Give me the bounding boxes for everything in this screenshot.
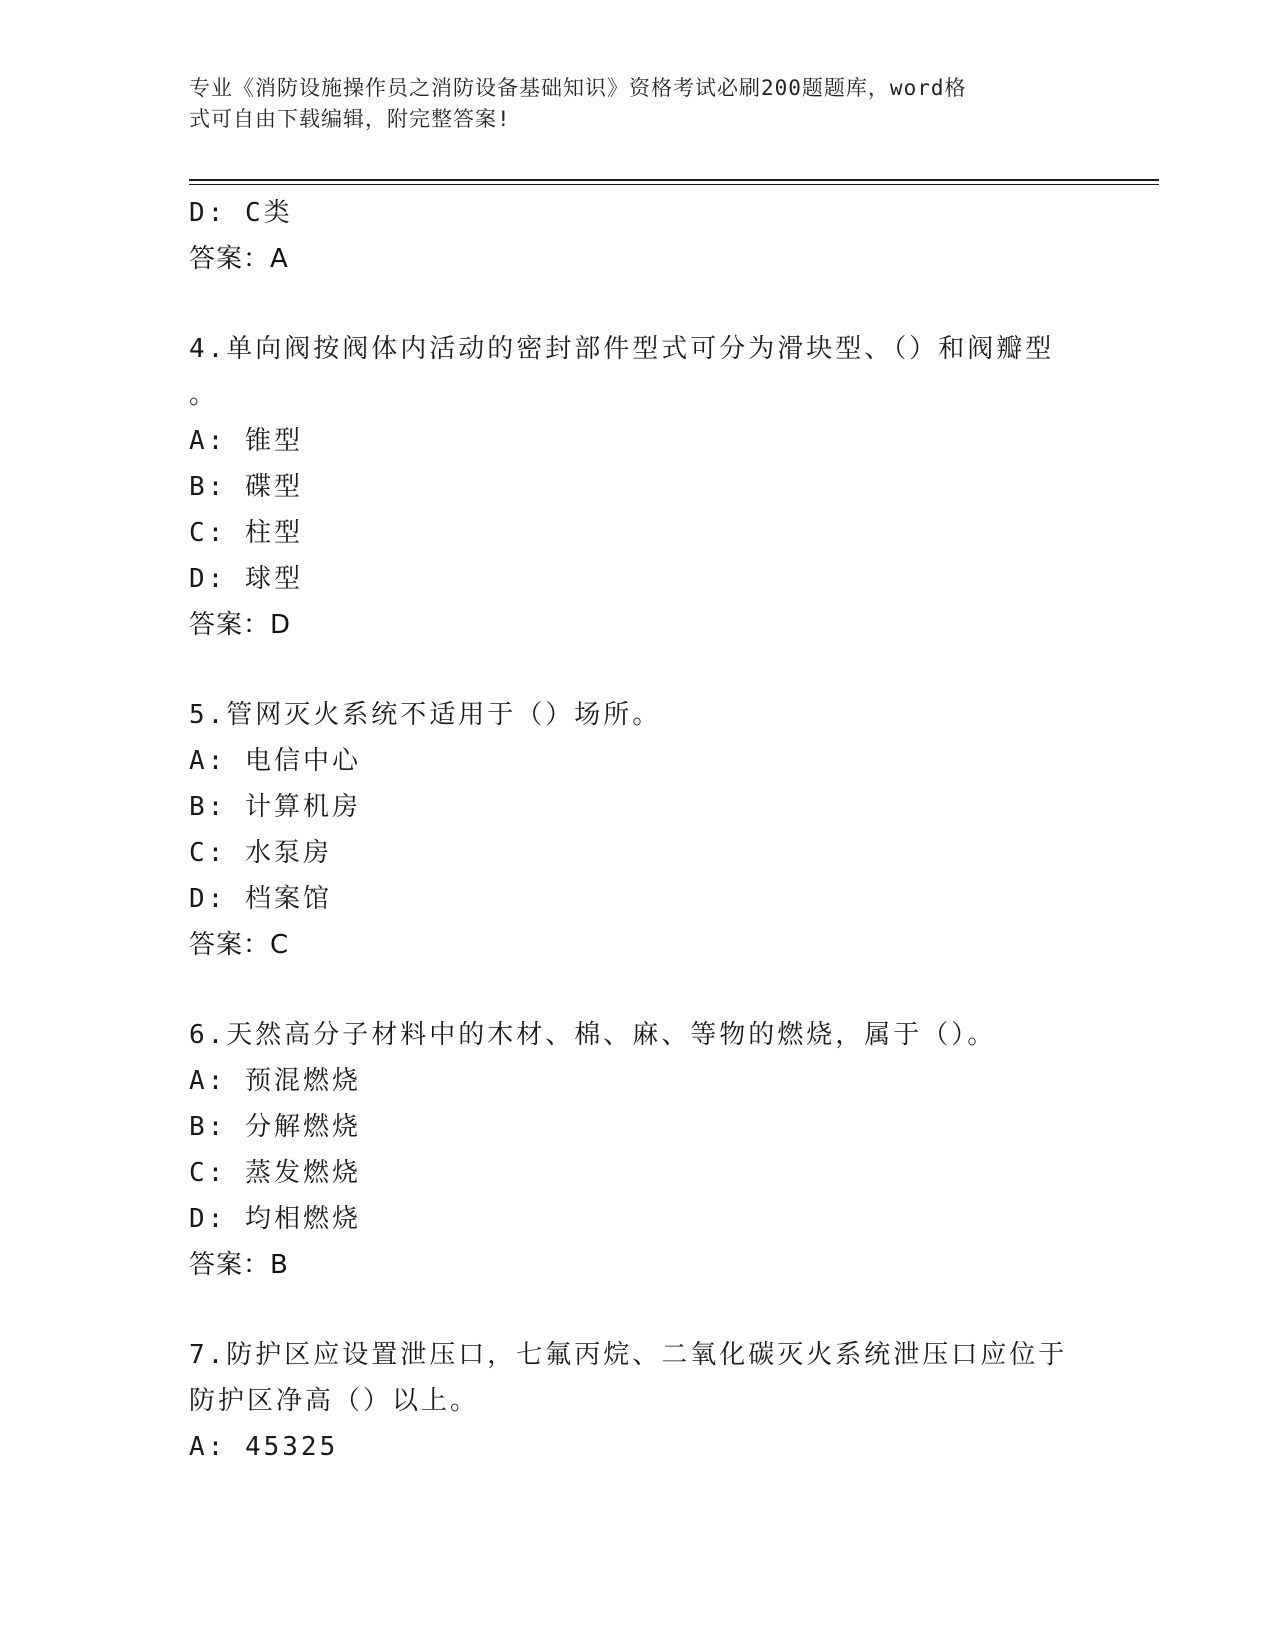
option-d: D: 档案馆 xyxy=(189,884,332,914)
answer-line: 答案：C xyxy=(189,930,290,960)
spacer xyxy=(189,1288,1089,1332)
header-line-2: 式可自由下载编辑，附完整答案! xyxy=(189,107,511,131)
option-c: C: 蒸发燃烧 xyxy=(189,1158,361,1188)
question-stem: 5.管网灭火系统不适用于（）场所。 xyxy=(189,700,662,730)
option-b: B: 分解燃烧 xyxy=(189,1112,361,1142)
spacer xyxy=(189,282,1089,326)
question-4 xyxy=(189,326,1089,648)
question-stem: 4.单向阀按阀体内活动的密封部件型式可分为滑块型、（）和阀瓣型 xyxy=(189,334,1055,364)
answer-line: 答案：D xyxy=(189,610,292,640)
header-line-1: 专业《消防设施操作员之消防设备基础知识》资格考试必刷200题题库，word格 xyxy=(189,76,967,100)
question-5 xyxy=(189,692,1089,968)
option-d: D: 球型 xyxy=(189,564,303,594)
spacer xyxy=(189,968,1089,1012)
option-a: A: 预混燃烧 xyxy=(189,1066,361,1096)
question-stem-continued: 防护区净高（）以上。 xyxy=(189,1386,480,1416)
question-7 xyxy=(189,1332,1089,1470)
question-list xyxy=(189,190,1089,1470)
option-d: D: C类 xyxy=(189,198,293,228)
page-header xyxy=(189,73,1069,135)
option-c: C: 水泵房 xyxy=(189,838,332,868)
option-a: A: 45325 xyxy=(189,1432,339,1462)
option-a: A: 锥型 xyxy=(189,426,303,456)
spacer xyxy=(189,648,1089,692)
option-a: A: 电信中心 xyxy=(189,746,361,776)
answer-line: 答案：B xyxy=(189,1250,289,1280)
header-rule-thick xyxy=(189,179,1159,181)
question-stem-continued: 。 xyxy=(189,380,219,410)
question-6 xyxy=(189,1012,1089,1288)
question-stem: 6.天然高分子材料中的木材、棉、麻、等物的燃烧，属于（）。 xyxy=(189,1020,997,1050)
option-b: B: 计算机房 xyxy=(189,792,361,822)
header-rule-thin xyxy=(189,184,1159,185)
option-b: B: 碟型 xyxy=(189,472,303,502)
option-d: D: 均相燃烧 xyxy=(189,1204,361,1234)
answer-line: 答案：A xyxy=(189,244,289,274)
option-c: C: 柱型 xyxy=(189,518,303,548)
question-stem: 7.防护区应设置泄压口，七氟丙烷、二氧化碳灭火系统泄压口应位于 xyxy=(189,1340,1068,1370)
